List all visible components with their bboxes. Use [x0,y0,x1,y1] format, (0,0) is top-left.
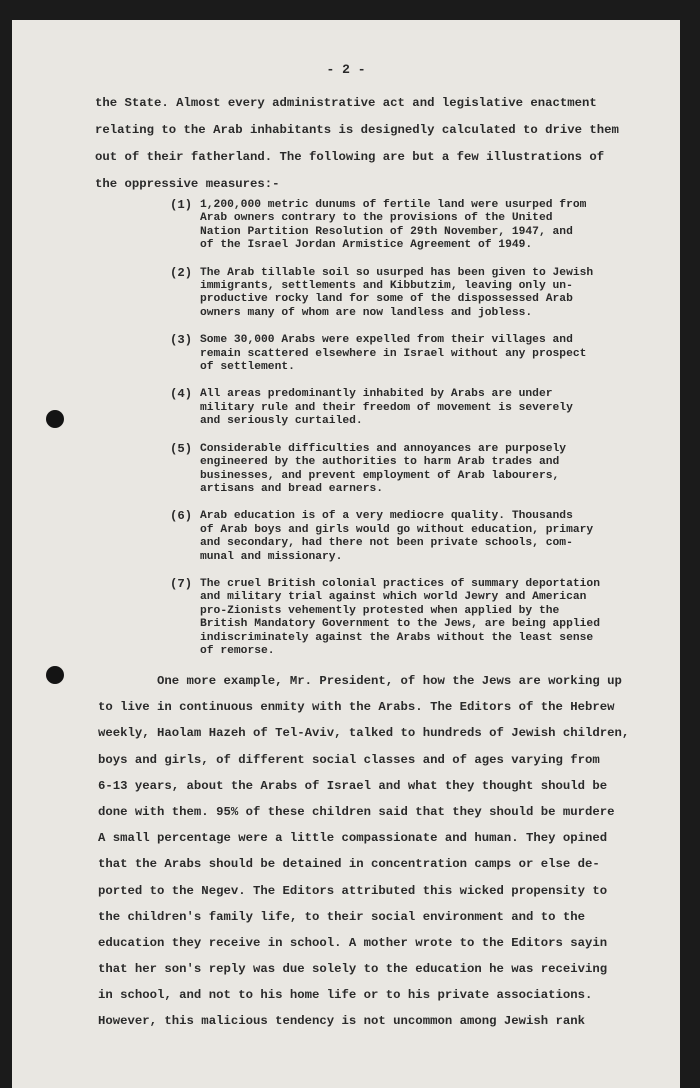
item-line: military rule and their freedom of movement is severely [200,401,573,414]
item-number: (3) [170,333,193,348]
item-line: productive rocky land for some of the dispossessed Arab [200,293,573,306]
item-line: Considerable difficulties and annoyances are purposely [200,442,567,455]
text-line: boys and girls, of different social classes and of ages varying from [98,752,600,767]
item-line: The cruel British colonial practices of summary deportation [200,577,600,590]
item-line: All areas predominantly inhabited by Arabs are under [200,388,553,401]
list-item [170,334,675,374]
text-line: the children's family life, to their social environment and to the [98,909,586,924]
text-line: the oppressive measures:- [95,177,280,191]
closing-paragraph [98,668,678,1035]
item-line: pro-Zionists vehemently protested when applied by the [200,604,560,617]
list-item [170,267,675,321]
item-number: (4) [170,387,193,402]
item-number: (2) [170,265,193,280]
item-line: of the Israel Jordan Armistice Agreement of 1949. [200,239,533,252]
item-line: indiscriminately against the Arabs without the least sense [200,631,594,644]
text-line: done with them. 95% of these children said that they should be murdere [98,804,615,819]
list-item [170,443,675,497]
text-line: A small percentage were a little compassionate and human. They opined [98,831,608,846]
text-line: 6-13 years, about the Arabs of Israel and what they thought should be [98,778,608,793]
item-number: (6) [170,509,193,524]
item-number: (7) [170,576,193,591]
item-line: British Mandatory Government to the Jews, are being applied [200,618,600,631]
item-line: immigrants, settlements and Kibbutzim, leaving only un- [200,280,573,293]
text-line: education they receive in school. A mother wrote to the Editors sayin [98,935,608,950]
text-line: that her son's reply was due solely to the education he was receiving [98,962,608,977]
item-line: artisans and bread earners. [200,482,384,495]
text-line: ported to the Negev. The Editors attributed this wicked propensity to [98,883,608,898]
item-number: (1) [170,198,193,212]
text-line: to live in continuous enmity with the Arabs. The Editors of the Hebrew [98,700,615,715]
item-line: Nation Partition Resolution of 29th November, 1947, and [200,225,573,238]
punch-hole [46,666,64,684]
text-line: weekly, Haolam Hazeh of Tel-Aviv, talked to hundreds of Jewish children, [98,726,630,741]
item-number: (5) [170,441,193,456]
item-line: 1,200,000 metric dunums of fertile land were usurped from [200,199,587,211]
item-line: businesses, and prevent employment of Arab labourers, [200,469,560,482]
text-line: the State. Almost every administrative act and legislative enactment [95,96,597,110]
list-item [170,199,675,253]
text-line: out of their fatherland. The following are but a few illustrations of [95,150,605,164]
item-line: of remorse. [200,644,275,657]
page-number: - 2 - [326,62,366,77]
list-item [170,510,675,564]
item-line: of settlement. [200,361,295,374]
list-item [170,388,675,428]
text-line: However, this malicious tendency is not uncommon among Jewish rank [98,1014,586,1029]
item-line: engineered by the authorities to harm Arab trades and [200,456,560,469]
item-line: and seriously curtailed. [200,415,363,428]
item-line: Arab owners contrary to the provisions of the United [200,212,553,225]
item-line: munal and missionary. [200,550,343,563]
item-line: of Arab boys and girls would go without education, primary [200,523,594,536]
text-line: relating to the Arab inhabitants is designedly calculated to drive them [95,123,619,137]
punch-hole [46,410,64,428]
item-line: Some 30,000 Arabs were expelled from their villages and [200,334,573,347]
text-line: One more example, Mr. President, of how the Jews are working up [98,674,622,688]
item-line: remain scattered elsewhere in Israel without any prospect [200,347,587,360]
item-line: The Arab tillable soil so usurped has been given to Jewish [200,266,594,279]
text-line: in school, and not to his home life or to his private associations. [98,988,593,1003]
intro-paragraph [95,90,675,198]
text-line: that the Arabs should be detained in concentration camps or else de- [98,857,600,872]
list-item [170,578,675,658]
document-page [12,20,680,1088]
item-line: and secondary, had there not been private schools, com- [200,537,573,550]
item-line: owners many of whom are now landless and jobless. [200,306,533,319]
item-line: and military trial against which world Jewry and American [200,591,587,604]
item-line: Arab education is of a very mediocre quality. Thousands [200,510,573,523]
measures-list [170,199,675,672]
